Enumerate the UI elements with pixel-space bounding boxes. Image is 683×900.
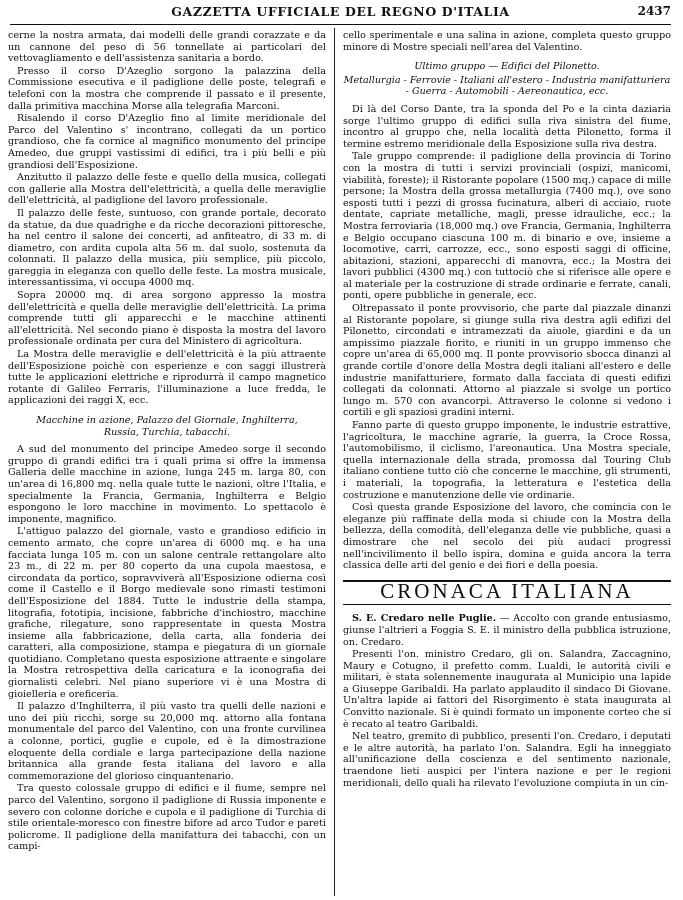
section-subheading — [8, 415, 326, 438]
section-topics — [343, 75, 671, 98]
paragraph: A sud del monumento del principe Amedeo sorge il secondo gruppo di grandi edifici tra i quali prima si offre la immensa Galleria delle macchine in azione, lunga 245 m. larga 80, con un'area di 16,800 mq. nella quale tutte le nazioni, oltre l'Italia, e specialmente la Francia, Germania, Inghilterra e Belgio espongono le loro macchine in movimento. Lo spettacolo è imponente, magnifico. — [8, 444, 326, 525]
paragraph: Sopra 20000 mq. di area sorgono appresso la mostra dell'elettricità e quella delle meraviglie dell'elettricità. La prima comprende tutti gli apparecchi e le macchine attinenti all'elettricità. Nel secondo piano è disposta la mostra del lavoro professionale ordinata per cura del Ministero di agricoltura. — [8, 290, 326, 348]
header-rule — [10, 24, 671, 25]
paragraph: Tra questo colossale gruppo di edifici e il fiume, sempre nel parco del Valentino, sorgono il padiglione di Russia imponente e severo con colonne doriche e cupola e il padiglione di Turchia di stile orientale-moresco con finestre bifore ad arco Tudor e pareti policrome. Il padiglione della manifattura dei tabacchi, con un campi- — [8, 783, 326, 853]
paragraph: Presenti l'on. ministro Credaro, gli on. Salandra, Zaccagnino, Maury e Cotugno, il prefetto comm. Lualdi, le autorità civili e militari, è stata solennemente inaugurata al Municipio una lapide a Giuseppe Garibaldi. Ha parlato applaudito il sindaco Di Giovane. Un'altra lapide ai fattori del Risorgimento è stata inaugurata al Convitto nazionale. Si è quindi formato un imponente corteo che si è recato al teatro Garibaldi. — [343, 649, 671, 730]
right-column — [343, 30, 671, 790]
paragraph: Fanno parte di questo gruppo imponente, le industrie estrattive, l'agricoltura, le macchine agrarie, la guerra, la Croce Rossa, l'automobilismo, il ciclismo, l'areonautica. Una Mostra speciale, quella internazionale della strada, promossa dal Touring Club italiano contiene tutto ciò che concerne le macchine, gli strumenti, i materiali, la topografia, la letteratura e l'estetica della costruzione e manutenzione delle vie ordinarie. — [343, 420, 671, 501]
newspaper-title: GAZZETTA UFFICIALE DEL REGNO D'ITALIA — [171, 4, 510, 19]
paragraph: Oltrepassato il ponte provvisorio, che parte dal piazzale dinanzi al Ristorante popolare, si giunge sulla riva destra agli edifizi del Pilonetto, circondati e intramezzati da aiuole, giardini e da un ampissimo piazzale fiorito, e riuniti in un gruppo immenso che copre un'area di 65,000 mq. Il ponte provvisorio sbocca dinanzi al grande cortile d'onore della Mostra degli italiani all'estero e delle industrie manifatturiere, formato dalla facciata di questi edifizi collegati da colonnati. Attorno al piazzale si svolge un portico lungo m. 570 con avancorpi. Attraverso le colonne si vedono i cortili e gli spaziosi gradini interni. — [343, 303, 671, 419]
subheading-line: Russia, Turchia, tabacchi. — [103, 426, 231, 438]
paragraph: La Mostra delle meraviglie e dell'elettricità è la più attraente dell'Esposizione poichè con esperienze e con saggi illustrerà tutte le applicazioni elettriche e riprodurrà il campo magnetico rotante di Galileo Ferraris, l'illuminazione a luce fredda, le applicazioni dei raggi X, ecc. — [8, 349, 326, 407]
paragraph: Tale gruppo comprende: il padiglione della provincia di Torino con la mostra di tutti i servizi provinciali (ospizi, manicomi, viabilità, foreste); il Ristorante popolare (1500 mq.) capace di mille persone; la Mostra della grossa metallurgia (7400 mq.), ove sono esposti tutti i pezzi di grossa fucinatura, alberi di acciaio, ruote dentate, capriate metalliche, magli, presse idrauliche, ecc.; la Mostra ferroviaria (18,000 mq.) ove Francia, Germania, Inghilterra e Belgio occupano ciascuna 100 m. di binario e ove, insieme a locomotive, carri, carrozze, ecc., sono esposti saggi di officine, abitazioni, stazioni, apparecchi di manovra, ecc.; la Mostra dei lavori pubblici (4300 mq.) con tuttociò che si riferisce alle opere e al materiale per la costruzione di strade ordinarie e ferrate, canali, ponti, opere pubbliche in generale, ecc. — [343, 151, 671, 302]
subheading-line: Ultimo gruppo — Edifici del Pilonetto. — [414, 61, 600, 73]
news-paragraph — [343, 613, 671, 648]
paragraph: Così questa grande Esposizione del lavoro, che comincia con le eleganze più raffinate della moda si chiude con la Mostra della bellezza, della comodità, dell'eleganza delle vie pubbliche, quasi a dimostrare che nel secolo dei più audaci progressi nell'incivilimento il bello ispira, domina e guida ancora la terra classica delle arti del genio e dei fiori e della poesia. — [343, 502, 671, 572]
paragraph: Il palazzo d'Inghilterra, il più vasto tra quelli delle nazioni e uno dei più ricchi, sorge su 20,000 mq. attorno alla fontana monumentale del parco del Valentino, con una fronte curvilinea a colonne, portici, guglie e cupole, ed è la dimostrazione eloquente della cordiale e larga partecipazione della nazione britannica alla grande festa italiana del lavoro e alla commemorazione del glorioso cinquantenario. — [8, 701, 326, 782]
paragraph: Di là del Corso Dante, tra la sponda del Po e la cinta daziaria sorge l'ultimo gruppo di edifici sulla riva sinistra del fiume, incontro al gruppo che, nella località detta Pilonetto, forma il termine estremo meridionale della Esposizione sulla riva destra. — [343, 103, 671, 150]
section-subheading — [343, 61, 671, 73]
paragraph: Il palazzo delle feste, suntuoso, con grande portale, decorato da statue, da due quadrighe e da ricche decorazioni pittoresche, ha nel centro il salone dei concerti, ad anfiteatro, di 33 m. di diametro, con ardita cupola alta 56 m. dal suolo, sostenuta da colonnati. Il palazzo della musica, più semplice, più piccolo, gareggia in eleganza con quello delle feste. La mostra musicale, interessantissima, vi occupa 4000 mq. — [8, 207, 326, 289]
paragraph: cerne la nostra armata, dai modelli delle grandi corazzate e da un cannone del peso di 56 tonnellate ai particolari del vettovagliamento e dell'assistenza sanitaria a bordo. — [8, 30, 326, 65]
paragraph: Risalendo il corso D'Azeglio fino al limite meridionale del Parco del Valentino s' incontrano, collegati da un portico grandioso, che fa cornice al magnifico monumento del principe Amedeo, due gruppi vastissimi di edifici, tra i più belli e più grandiosi dell'Esposizione. — [8, 113, 326, 171]
news-text: — Accolto con grande entusiasmo, giunse l'altrieri a Foggia S. E. il ministro della pubblica istruzione, on. Credaro. — [343, 613, 671, 648]
subheading-line: Macchine in azione, Palazzo del Giornale, Inghilterra, — [36, 415, 298, 426]
paragraph: Anzitutto il palazzo delle feste e quello della musica, collegati con gallerie alla Mostra dell'elettricità, a quella delle meraviglie dell'elettricità, al padiglione del lavoro professionale. — [8, 172, 326, 207]
section-banner — [343, 580, 671, 606]
left-column — [8, 30, 326, 854]
news-headline: S. E. Credaro nelle Puglie. — [352, 613, 497, 625]
page-number: 2437 — [637, 4, 671, 18]
paragraph: cello sperimentale e una salina in azione, completa questo gruppo minore di Mostre speciali nell'area del Valentino. — [343, 30, 671, 53]
paragraph: Nel teatro, gremito di pubblico, presenti l'on. Credaro, i deputati e le altre autorità, ha parlato l'on. Salandra. Egli ha inneggiato all'unificazione della coscienza e del sentimento nazionale, traendone lieti auspici per l'intera nazione e per le regioni meridionali, dello quali ha rilevato l'evoluzione compiuta in un cin- — [343, 731, 671, 789]
subheading-line: Metallurgia - Ferrovie - Italiani all'estero - Industria manifatturiera - Guerra - Automobili - Aereonautica, ecc. — [343, 74, 671, 98]
paragraph: L'attiguo palazzo del giornale, vasto e grandioso edificio in cemento armato, che copre un'area di 6000 mq. e ha una facciata lunga 105 m. con un salone centrale rettangolare alto 23 m., di 22 m. per 80 coperto da una cupola maestosa, e circondata da portico, sopravviverà all'Esposizione odierna così come il Castello e il Borgo medievale sono rimasti testimoni dell'Esposizione del 1884. Tutte le industrie della stampa, litografia, fototipia, incisione, fabbriche d'inchiostro, macchine grafiche, rilegature, sono rappresentate in questa Mostra insieme alla fabbricazione, della carta, alla fonderia dei caratteri, alla composizione, stampa e piegatura di un giornale quotidiano. Completano questa esposizione attraente e singolare la Mostra retrospettiva della caricatura e la iconografia dei giornalisti celebri. Nel piano superiore vi è una Mostra di gioielleria e oreficeria. — [8, 526, 326, 700]
paragraph: Presso il corso D'Azeglio sorgono la palazzina della Commissione esecutiva e il padiglione delle poste, telegrafi e telefoni con la mostra che comprende il passato e il presente, dalla primitiva macchina Morse alla telegrafia Marconi. — [8, 65, 326, 112]
section-title: CRONACA ITALIANA — [380, 578, 634, 603]
page-header — [10, 2, 671, 20]
column-divider — [334, 28, 335, 896]
